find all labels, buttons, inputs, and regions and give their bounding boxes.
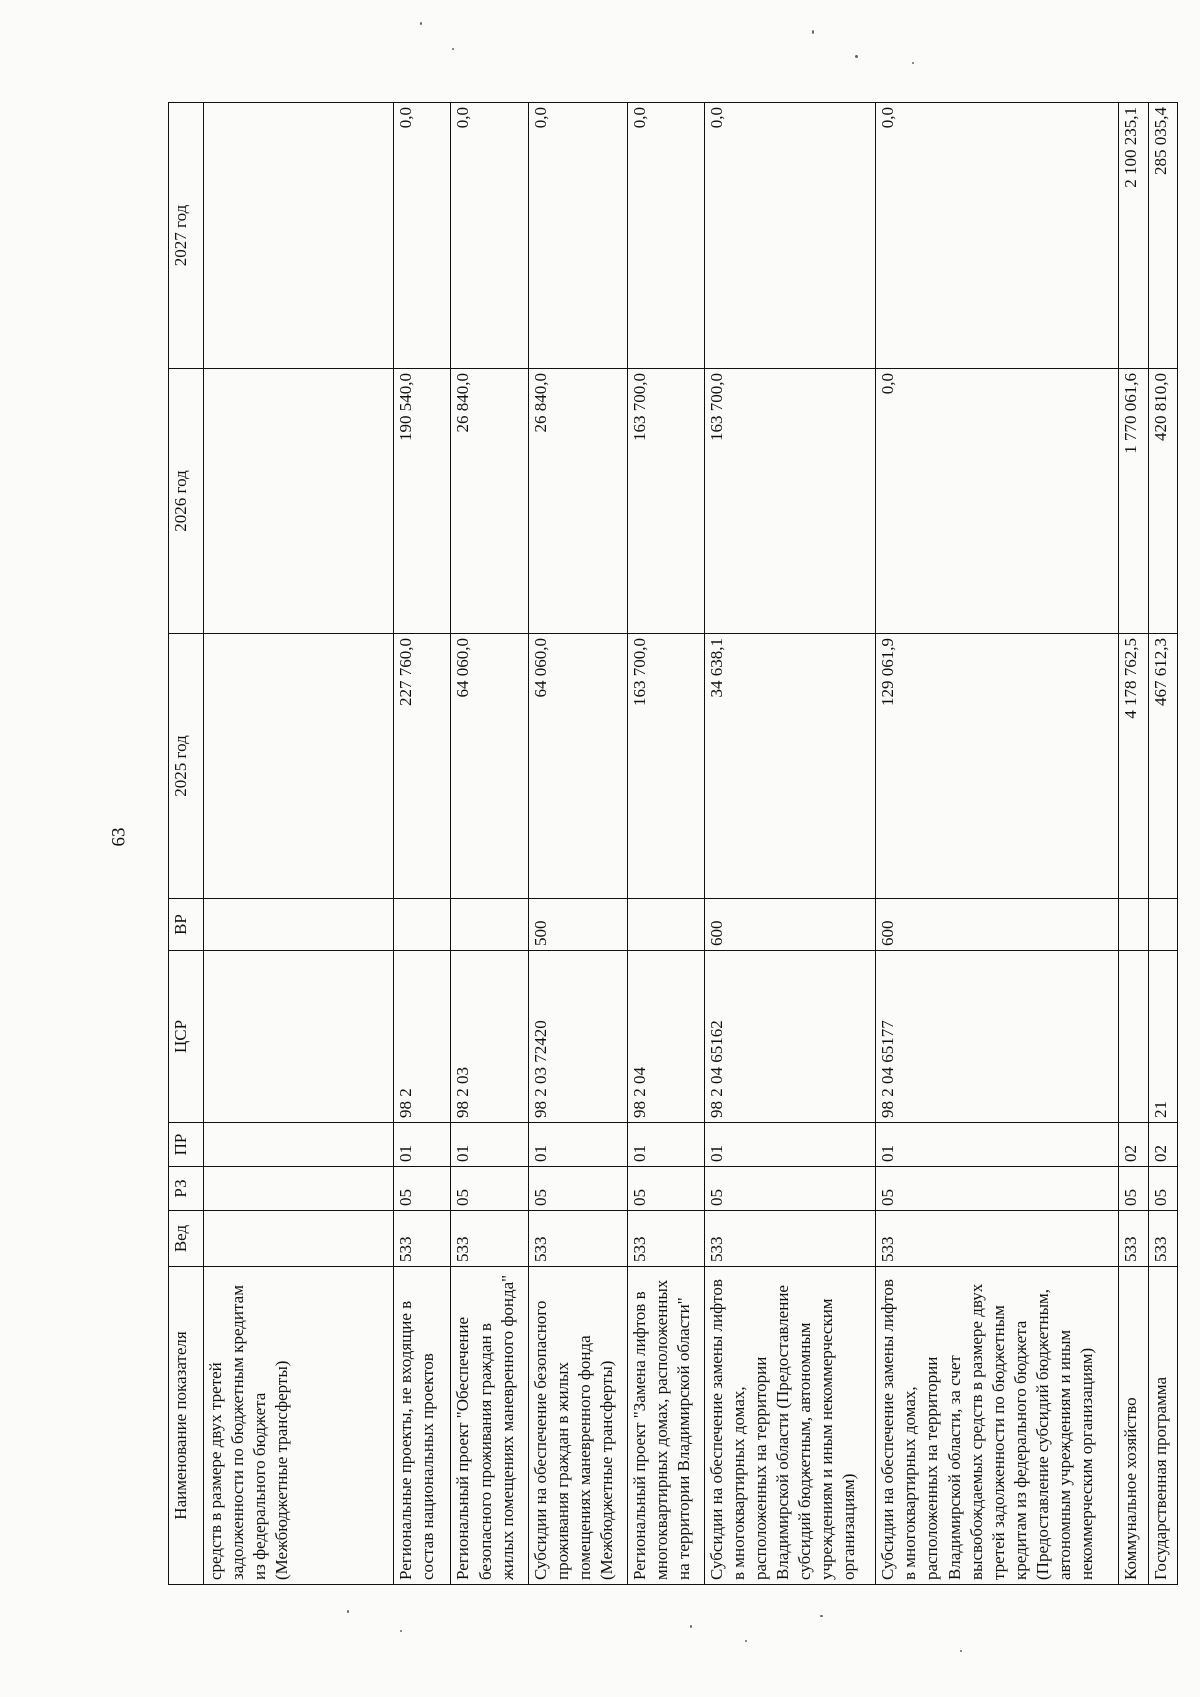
- cell-ved: 533: [528, 1211, 627, 1267]
- cell-2026: 26 840,0: [528, 369, 627, 634]
- cell-pr: 01: [627, 1123, 704, 1167]
- header-pr: ПР: [169, 1123, 204, 1167]
- cell-2025: 34 638,1: [704, 634, 876, 899]
- table-row: [1148, 103, 1177, 1585]
- scan-speck: [400, 1630, 402, 1632]
- cell-2026: 1 770 061,6: [1119, 369, 1148, 634]
- cell-csr: 98 2 04 65177: [876, 951, 1119, 1123]
- scan-speck: [745, 1640, 747, 1642]
- scan-speck: [420, 22, 422, 25]
- cell-2027: 0,0: [704, 103, 876, 369]
- cell-2025: 467 612,3: [1148, 634, 1177, 899]
- cell-pr: 01: [393, 1123, 451, 1167]
- table-row: [1119, 103, 1148, 1585]
- cell-rz: 05: [1148, 1167, 1177, 1211]
- cell-2025: 64 060,0: [528, 634, 627, 899]
- header-rz: РЗ: [169, 1167, 204, 1211]
- table-row: [627, 103, 704, 1585]
- rotated-table-container: [168, 103, 1178, 1585]
- cell-name: Субсидии на обеспечение замены лифтов в многоквартирных домах, расположенных на территории Владимирской области (Предоставление субсидий бюджетным, автономным учреждениям и иным некоммерческим организациям): [704, 1267, 876, 1585]
- header-2025: 2025 год: [169, 634, 204, 899]
- cell-name: Субсидии на обеспечение замены лифтов в многоквартирных домах, расположенных на территории Владимирской области, за счет высвобождаемых средств в размере двух третей задолженности по бюджетным кредитам из федерального бюджета (Предоставление субсидий бюджетным, автономным учреждениям и иным некоммерческим организациям): [876, 1267, 1119, 1585]
- cell-2027: 0,0: [627, 103, 704, 369]
- cell-2025: [204, 634, 394, 899]
- budget-table: [168, 102, 1178, 1585]
- cell-2026: 163 700,0: [704, 369, 876, 634]
- cell-2027: 285 035,4: [1148, 103, 1177, 369]
- header-name: Наименование показателя: [169, 1267, 204, 1585]
- cell-vr: [1148, 899, 1177, 951]
- cell-name: Коммунальное хозяйство: [1119, 1267, 1148, 1585]
- cell-rz: 05: [1119, 1167, 1148, 1211]
- cell-2027: 0,0: [876, 103, 1119, 369]
- cell-vr: [204, 899, 394, 951]
- cell-2026: 190 540,0: [393, 369, 451, 634]
- cell-ved: 533: [627, 1211, 704, 1267]
- cell-rz: 05: [528, 1167, 627, 1211]
- scan-speck: [347, 1610, 349, 1613]
- header-2027: 2027 год: [169, 103, 204, 369]
- cell-vr: 500: [528, 899, 627, 951]
- cell-2025: 227 760,0: [393, 634, 451, 899]
- cell-vr: [393, 899, 451, 951]
- table-row: [204, 103, 394, 1585]
- cell-csr: 98 2: [393, 951, 451, 1123]
- cell-ved: 533: [704, 1211, 876, 1267]
- cell-2026: 163 700,0: [627, 369, 704, 634]
- scan-speck: [812, 30, 814, 34]
- cell-rz: [204, 1167, 394, 1211]
- cell-name: Государственная программа: [1148, 1267, 1177, 1585]
- cell-pr: 01: [528, 1123, 627, 1167]
- cell-csr: [204, 951, 394, 1123]
- cell-rz: 05: [451, 1167, 528, 1211]
- cell-2026: 420 810,0: [1148, 369, 1177, 634]
- cell-rz: 05: [393, 1167, 451, 1211]
- cell-ved: 533: [876, 1211, 1119, 1267]
- cell-2027: 2 100 235,1: [1119, 103, 1148, 369]
- cell-name: средств в размере двух третей задолженности по бюджетным кредитам из федерального бюджета (Межбюджетные трансферты): [204, 1267, 394, 1585]
- table-row: [704, 103, 876, 1585]
- cell-2027: 0,0: [393, 103, 451, 369]
- cell-csr: 98 2 04: [627, 951, 704, 1123]
- header-vr: ВР: [169, 899, 204, 951]
- header-ved: Вед: [169, 1211, 204, 1267]
- cell-ved: 533: [451, 1211, 528, 1267]
- scan-speck: [960, 1650, 962, 1652]
- cell-2025: 129 061,9: [876, 634, 1119, 899]
- cell-ved: 533: [1148, 1211, 1177, 1267]
- cell-pr: [204, 1123, 394, 1167]
- cell-2026: 26 840,0: [451, 369, 528, 634]
- cell-vr: 600: [876, 899, 1119, 951]
- cell-ved: 533: [393, 1211, 451, 1267]
- cell-csr: 21: [1148, 951, 1177, 1123]
- cell-2025: 64 060,0: [451, 634, 528, 899]
- header-2026: 2026 год: [169, 369, 204, 634]
- scan-speck: [912, 62, 914, 64]
- cell-ved: [204, 1211, 394, 1267]
- cell-name: Региональный проект "Обеспечение безопасного проживания граждан в жилых помещениях маневренного фонда": [451, 1267, 528, 1585]
- header-csr: ЦСР: [169, 951, 204, 1123]
- page-number: 63: [108, 827, 130, 847]
- table-row: [451, 103, 528, 1585]
- table-row: [528, 103, 627, 1585]
- cell-csr: [1119, 951, 1148, 1123]
- cell-csr: 98 2 03 72420: [528, 951, 627, 1123]
- cell-csr: 98 2 03: [451, 951, 528, 1123]
- scan-speck: [820, 1615, 823, 1617]
- cell-2027: [204, 103, 394, 369]
- cell-vr: 600: [704, 899, 876, 951]
- cell-csr: 98 2 04 65162: [704, 951, 876, 1123]
- header-row: [169, 103, 204, 1585]
- table-row: [393, 103, 451, 1585]
- cell-name: Региональные проекты, не входящие в состав национальных проектов: [393, 1267, 451, 1585]
- cell-rz: 05: [627, 1167, 704, 1211]
- cell-vr: [627, 899, 704, 951]
- table-row: [876, 103, 1119, 1585]
- cell-rz: 05: [876, 1167, 1119, 1211]
- cell-vr: [451, 899, 528, 951]
- cell-2027: 0,0: [528, 103, 627, 369]
- cell-pr: 01: [451, 1123, 528, 1167]
- scan-speck: [690, 1625, 692, 1628]
- cell-name: Субсидии на обеспечение безопасного проживания граждан в жилых помещениях маневренного фонда (Межбюджетные трансферты): [528, 1267, 627, 1585]
- cell-2025: 4 178 762,5: [1119, 634, 1148, 899]
- cell-2027: 0,0: [451, 103, 528, 369]
- cell-rz: 05: [704, 1167, 876, 1211]
- cell-pr: 02: [1119, 1123, 1148, 1167]
- cell-pr: 02: [1148, 1123, 1177, 1167]
- cell-pr: 01: [704, 1123, 876, 1167]
- cell-2025: 163 700,0: [627, 634, 704, 899]
- cell-vr: [1119, 899, 1148, 951]
- cell-2026: [204, 369, 394, 634]
- scan-speck: [855, 55, 858, 58]
- cell-name: Региональный проект "Замена лифтов в многоквартирных домах, расположенных на территории Владимирской области": [627, 1267, 704, 1585]
- cell-ved: 533: [1119, 1211, 1148, 1267]
- cell-pr: 01: [876, 1123, 1119, 1167]
- cell-2026: 0,0: [876, 369, 1119, 634]
- scan-speck: [452, 48, 454, 50]
